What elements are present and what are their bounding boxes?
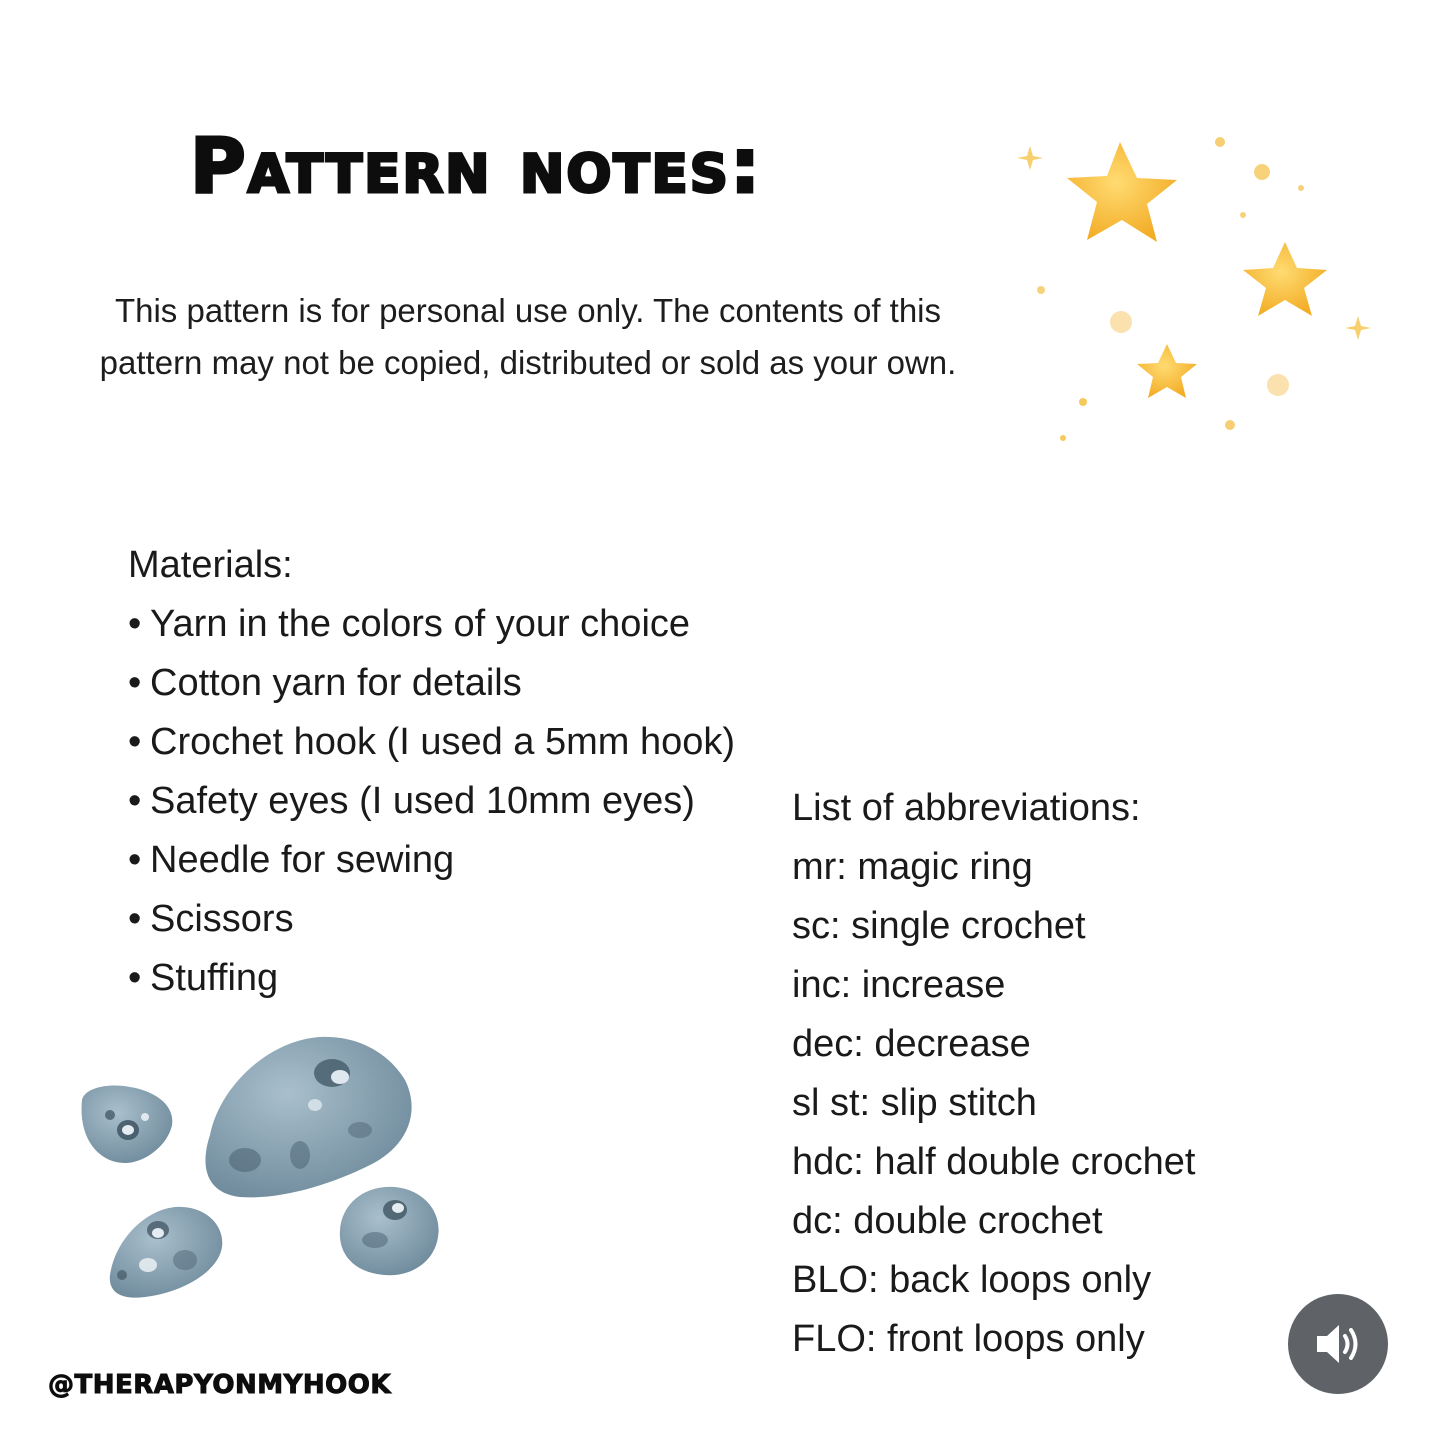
bullet: • <box>128 721 142 763</box>
bullet: • <box>128 898 142 940</box>
list-item: • Needle for sewing <box>128 831 735 890</box>
list-item: FLO: front loops only <box>792 1318 1145 1360</box>
sound-toggle-button[interactable] <box>1288 1294 1388 1394</box>
author-handle: @THERAPYONMYHOOK <box>48 1370 392 1400</box>
speaker-icon <box>1313 1321 1363 1367</box>
list-item: • Cotton yarn for details <box>128 654 735 713</box>
bullet: • <box>128 839 142 881</box>
list-item: • Yarn in the colors of your choice <box>128 595 735 654</box>
materials-list <box>128 595 735 1008</box>
materials-section <box>128 536 735 1008</box>
list-item: • Stuffing <box>128 949 735 1008</box>
list-item: BLO: back loops only <box>792 1259 1152 1301</box>
list-item: dec: decrease <box>792 1023 1031 1065</box>
bullet: • <box>128 662 142 704</box>
bullet: • <box>128 603 142 645</box>
rocks-illustration-icon <box>70 1025 450 1315</box>
bullet: • <box>128 957 142 999</box>
abbreviations-heading: List of abbreviations: <box>792 787 1141 829</box>
bullet: • <box>128 780 142 822</box>
abbreviations-list <box>792 838 1196 1369</box>
list-item: hdc: half double crochet <box>792 1141 1196 1183</box>
list-item: • Crochet hook (I used a 5mm hook) <box>128 713 735 772</box>
usage-notice: This pattern is for personal use only. The contents of this pattern may not be copied, distributed or sold as your own. <box>99 292 957 381</box>
stars-decoration-icon <box>1005 120 1395 460</box>
abbreviations-section <box>792 779 1196 1369</box>
list-item: sl st: slip stitch <box>792 1082 1037 1124</box>
list-item: dc: double crochet <box>792 1200 1103 1242</box>
page-title: Pattern notes: <box>190 121 763 210</box>
list-item: sc: single crochet <box>792 905 1086 947</box>
list-item: inc: increase <box>792 964 1006 1006</box>
list-item: mr: magic ring <box>792 846 1033 888</box>
list-item: • Safety eyes (I used 10mm eyes) <box>128 772 735 831</box>
materials-heading: Materials: <box>128 544 293 586</box>
list-item: • Scissors <box>128 890 735 949</box>
